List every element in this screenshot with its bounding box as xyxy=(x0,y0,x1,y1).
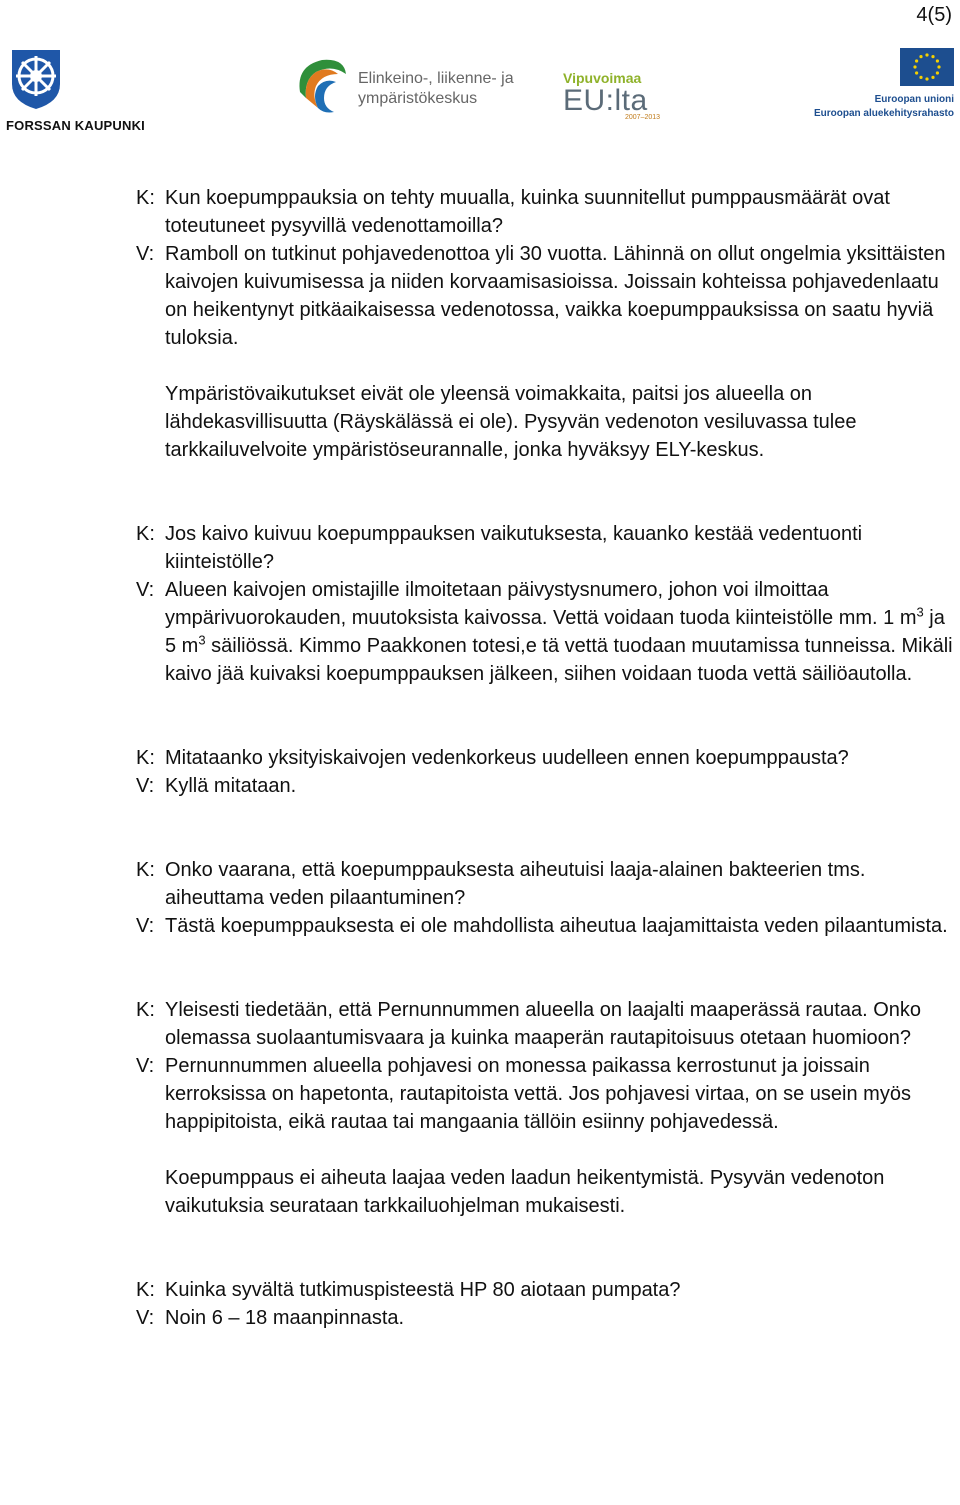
k-prefix: K: xyxy=(136,523,155,545)
answer-6 xyxy=(136,1304,956,1332)
answer-2-part1: Alueen kaivojen omistajille ilmoitetaan päivystysnumero, johon voi ilmoittaa ympärivuorokauden, muutoksista kaivossa. Vettä voidaan tuoda kiinteistölle mm. 1 m xyxy=(165,579,917,629)
eu-logo xyxy=(813,48,958,128)
header-logos xyxy=(0,48,960,138)
eu-line1: Euroopan unioni xyxy=(874,94,954,105)
k-prefix: K: xyxy=(136,859,155,881)
v-prefix: V: xyxy=(136,243,155,265)
paragraph-environment: Ympäristövaikutukset eivät ole yleensä voimakkaita, paitsi jos alueella on lähdekasvillisuutta (Räyskälässä ei ole). Pysyvän vedenoton vesiluvassa tulee tarkkailuvelvoite ympäristöseurannalle, jonka hyväksyy ELY-keskus. xyxy=(165,383,857,461)
question-3 xyxy=(136,744,956,772)
answer-2-part3: säiliössä. Kimmo Paakkonen totesi,e tä vettä tuodaan muutamissa tunneissa. Mikäli kaivo jää kuivaksi koepumppauksen jälkeen, siihen voidaan tuoda vettä säiliöautolla. xyxy=(165,635,953,685)
ely-logo xyxy=(292,52,522,122)
cubic-superscript: 3 xyxy=(198,632,206,648)
eulta-text: EU:lta xyxy=(563,84,648,117)
v-prefix: V: xyxy=(136,915,155,937)
question-2-text: Jos kaivo kuivuu koepumppauksen vaikutuksesta, kauanko kestää vedentuonti kiinteistölle? xyxy=(165,523,863,573)
answer-1-text: Ramboll on tutkinut pohjavedenottoa yli 30 vuotta. Lähinnä on ollut ongelmia yksittäisten kaivojen kuivumisessa ja niiden korvaamisasioissa. Joissain kohteissa pohjavedenlaatu on heikentynyt pitkäaikaisessa vedenotossa, vaikka koepumppauksissa on saatu hyviä tuloksia. xyxy=(165,243,946,349)
question-6 xyxy=(136,1276,956,1304)
ely-line2: ympäristökeskus xyxy=(358,90,478,107)
answer-2-text xyxy=(165,576,956,688)
answer-5-text: Pernunnummen alueella pohjavesi on monessa paikassa kerrostunut ja joissain kerroksissa on hapetonta, rautapitoista vettä. Jos pohjavesi virtaa, on se usein myös happipitoista, eikä rautaa tai mangaania tällöin esiinny pohjavedessä. xyxy=(165,1055,911,1133)
k-prefix: K: xyxy=(136,1279,155,1301)
document-body xyxy=(136,184,956,1332)
answer-4-text: Tästä koepumppauksesta ei ole mahdollista aiheutua laajamittaista veden pilaantumista. xyxy=(165,915,948,937)
answer-6-text: Noin 6 – 18 maanpinnasta. xyxy=(165,1307,405,1329)
question-2 xyxy=(136,520,956,576)
answer-3 xyxy=(136,772,956,800)
forssa-logo xyxy=(6,48,156,133)
answer-5 xyxy=(136,1052,956,1136)
question-5 xyxy=(136,996,956,1052)
k-prefix: K: xyxy=(136,747,155,769)
vipuvoimaa-text: Vipuvoimaa xyxy=(563,70,642,86)
v-prefix: V: xyxy=(136,1055,155,1077)
question-1-text: Kun koepumppauksia on tehty muualla, kuinka suunnitellut pumppausmäärät ovat toteutuneet pysyvillä vedenottamoilla? xyxy=(165,187,890,237)
answer-2 xyxy=(136,576,956,688)
answer-3-text: Kyllä mitataan. xyxy=(165,775,297,797)
answer-2-part2: ja 5 m xyxy=(165,607,945,657)
question-3-text: Mitataanko yksityiskaivojen vedenkorkeus uudelleen ennen koepumppausta? xyxy=(165,747,849,769)
v-prefix: V: xyxy=(136,775,155,797)
k-prefix: K: xyxy=(136,187,155,209)
question-4 xyxy=(136,856,956,912)
page-number: 4(5) xyxy=(916,4,952,26)
vipuvoimaa-logo xyxy=(563,70,693,130)
forssa-crest-icon xyxy=(8,48,64,110)
years-text: 2007–2013 xyxy=(625,114,661,121)
question-1 xyxy=(136,184,956,240)
k-prefix: K: xyxy=(136,999,155,1021)
ely-line1: Elinkeino-, liikenne- ja xyxy=(358,70,514,87)
question-6-text: Kuinka syvältä tutkimuspisteestä HP 80 aiotaan pumpata? xyxy=(165,1279,681,1301)
answer-4 xyxy=(136,912,956,940)
v-prefix: V: xyxy=(136,1307,155,1329)
eu-flag-icon xyxy=(900,48,954,86)
question-5-text: Yleisesti tiedetään, että Pernunnummen alueella on laajalti maaperässä rautaa. Onko olemassa suolaantumisvaara ja kuinka maaperän rautapitoisuus otetaan huomioon? xyxy=(165,999,922,1049)
v-prefix: V: xyxy=(136,579,155,601)
forssa-caption: FORSSAN KAUPUNKI xyxy=(6,118,145,133)
question-4-text: Onko vaarana, että koepumppauksesta aiheutuisi laaja-alainen bakteerien tms. aiheuttama veden pilaantuminen? xyxy=(165,859,866,909)
ely-swirl-icon xyxy=(292,52,352,116)
paragraph-test-pumping: Koepumppaus ei aiheuta laajaa veden laadun heikentymistä. Pysyvän vedenoton vaikutuksia seurataan tarkkailuohjelman mukaisesti. xyxy=(165,1167,885,1217)
eu-line2: Euroopan aluekehitysrahasto xyxy=(813,108,954,119)
cubic-superscript: 3 xyxy=(916,604,924,620)
answer-1 xyxy=(136,240,956,352)
